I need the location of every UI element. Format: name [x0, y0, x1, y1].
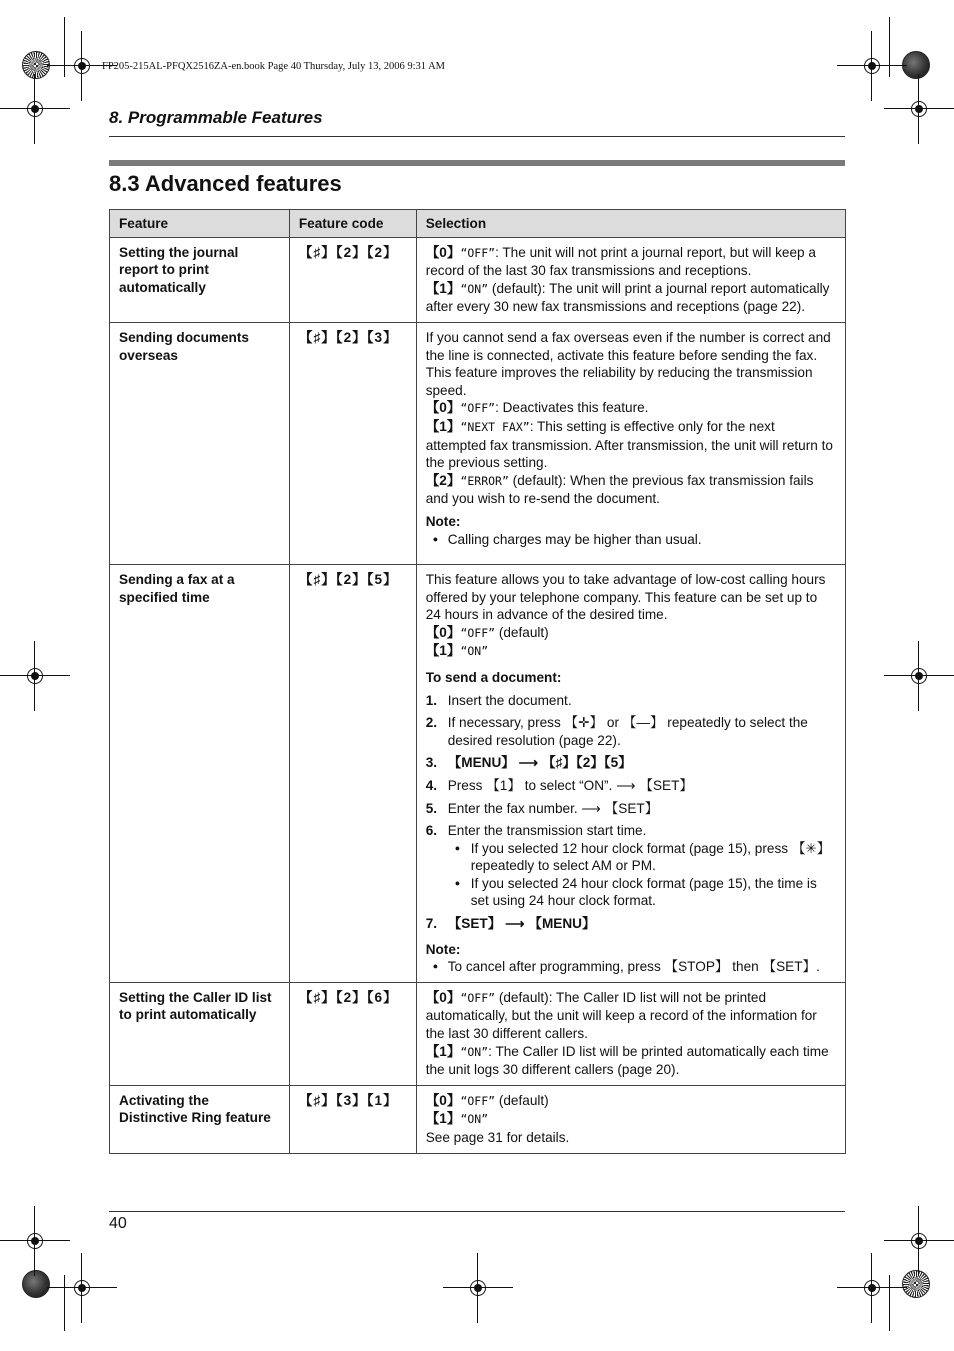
selection-cell	[416, 564, 845, 982]
trim-mark	[64, 1275, 65, 1331]
step-item: 4. Press 【1】 to select “ON”. ⟶ 【SET】	[425, 777, 694, 793]
option-line: 【0】“OFF”: The unit will not print a journal report, but will keep a record of the last 30 fax transmissions and receptions.	[425, 244, 816, 279]
option-line: 【0】“OFF” (default)	[425, 1092, 549, 1108]
feature-code: 【♯】【2】【3】	[289, 322, 416, 564]
selection-cell	[416, 237, 845, 322]
step-sub-bullet: ● If you selected 24 hour clock format (page 15), the time is set using 24 hour clock format.	[448, 875, 836, 910]
selection-cell	[416, 1085, 845, 1153]
step-sub-bullet: ● If you selected 12 hour clock format (page 15), press 【✳】 repeatedly to select AM or PM.	[448, 840, 836, 875]
trim-mark	[889, 17, 890, 77]
page-title: 8.3 Advanced features	[109, 171, 342, 196]
title-rule	[109, 160, 845, 166]
feature-name: Sending a fax at a specified time	[110, 564, 290, 982]
page-number: 40	[109, 1215, 127, 1232]
description-text: If you cannot send a fax overseas even if the number is correct and the line is connected, activate this feature before sending the fax.	[425, 329, 831, 363]
feature-code: 【♯】【2】【2】	[289, 237, 416, 322]
feature-code: 【♯】【3】【1】	[289, 1085, 416, 1153]
option-line: 【1】“ON”	[425, 1111, 489, 1127]
selection-cell	[416, 982, 845, 1085]
option-line: 【1】“ON” (default): The unit will print a journal report automatically after every 30 new fax transmissions and receptions (page 22).	[425, 280, 830, 315]
feature-name: Sending documents overseas	[110, 322, 290, 564]
registration-mark	[884, 74, 954, 144]
selection-cell	[416, 322, 845, 564]
features-table	[109, 209, 846, 1154]
step-item: 2. If necessary, press 【✛】 or 【—】 repeatedly to select the desired resolution (page 22).	[425, 715, 808, 748]
description-text: This feature improves the reliability by reducing the transmission speed.	[425, 365, 813, 398]
option-line: 【1】“ON”	[425, 643, 489, 659]
option-line: 【1】“ON”: The Caller ID list will be printed automatically each time the unit logs 30 different callers (page 20).	[425, 1043, 829, 1078]
description-text: See page 31 for details.	[425, 1130, 570, 1145]
registration-mark	[443, 1253, 513, 1323]
column-header-feature: Feature	[110, 210, 290, 238]
trim-mark	[889, 1275, 890, 1331]
step-item: 7. 【SET】 ⟶ 【MENU】	[425, 916, 596, 932]
header-rule	[109, 136, 845, 137]
option-line: 【0】“OFF” (default)	[425, 624, 549, 640]
column-header-selection: Selection	[416, 210, 845, 238]
print-slug: FP205-215AL-PFQX2516ZA-en.book Page 40 Thursday, July 13, 2006 9:31 AM	[102, 61, 445, 72]
feature-code: 【♯】【2】【5】	[289, 564, 416, 982]
section-header: 8. Programmable Features	[109, 108, 323, 127]
registration-mark	[884, 641, 954, 711]
table-row	[110, 322, 846, 564]
table-header-row	[110, 210, 846, 238]
table-row	[110, 1085, 846, 1153]
trim-mark	[64, 17, 65, 77]
column-header-code: Feature code	[289, 210, 416, 238]
feature-code: 【♯】【2】【6】	[289, 982, 416, 1085]
step-item: 5. Enter the fax number. ⟶ 【SET】	[425, 800, 659, 816]
option-line: 【1】“NEXT FAX”: This setting is effective only for the next attempted fax transmission. After transmission, the unit will return to the previous setting.	[425, 418, 833, 471]
note-bullet: ● To cancel after programming, press 【STOP】 then 【SET】.	[426, 958, 836, 976]
note-bullet: ● Calling charges may be higher than usual.	[426, 531, 836, 549]
option-line: 【0】“OFF” (default): The Caller ID list will not be printed automatically, but the unit will keep a record of the information for the last 30 different callers.	[425, 989, 817, 1042]
option-line: 【0】“OFF”: Deactivates this feature.	[425, 400, 649, 416]
registration-mark	[47, 1253, 117, 1323]
note-label: Note:	[425, 941, 461, 957]
registration-mark	[837, 1253, 907, 1323]
step-item: 1. Insert the document.	[425, 692, 572, 708]
note-label: Note:	[425, 513, 461, 529]
steps-title: To send a document:	[425, 669, 562, 685]
registration-mark	[0, 641, 70, 711]
table-row	[110, 982, 846, 1085]
option-line: 【2】“ERROR” (default): When the previous fax transmission fails and you wish to re-send the document.	[425, 472, 814, 507]
feature-name: Activating the Distinctive Ring feature	[110, 1085, 290, 1153]
feature-name: Setting the journal report to print automatically	[110, 237, 290, 322]
footer-rule	[109, 1211, 845, 1212]
registration-mark	[0, 74, 70, 144]
table-row	[110, 564, 846, 982]
table-row	[110, 237, 846, 322]
step-item: 6. Enter the transmission start time. ● If you selected 12 hour clock format (page 15), press 【✳】 repeatedly to select AM or PM. ● If you selected 24 hour clock format (page 15), the time is set using 24 hour clock format.	[426, 822, 836, 910]
feature-name: Setting the Caller ID list to print automatically	[110, 982, 290, 1085]
step-item: 3. 【MENU】 ⟶ 【♯】【2】【5】	[425, 755, 632, 771]
description-text: This feature allows you to take advantage of low-cost calling hours offered by your telephone company. This feature can be set up to 24 hours in advance of the desired time.	[425, 571, 826, 623]
